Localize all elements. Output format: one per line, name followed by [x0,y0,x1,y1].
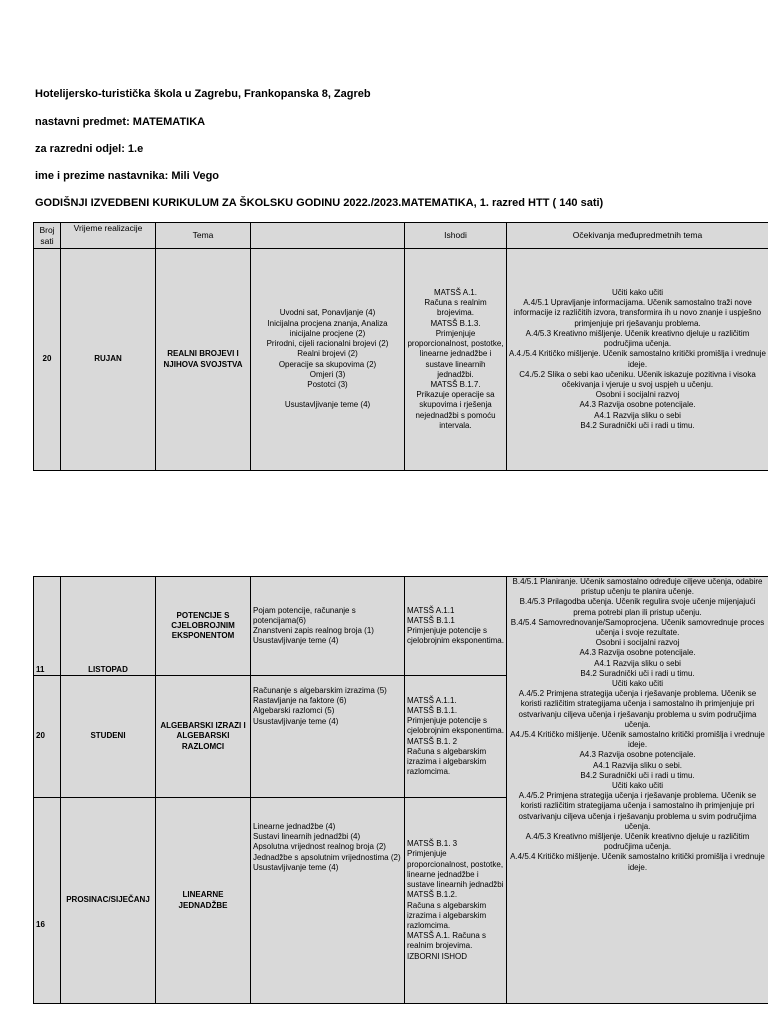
school-name: Hotelijersko-turistička škola u Zagrebu, Frankopanska 8, Zagreb [35,88,371,100]
period-cell: LISTOPAD [61,577,156,676]
crosscurricular-cell: B.4/5.1 Planiranje. Učenik samostalno određuje ciljeve učenja, odabire pristup učenju te planira učenje. B.4/5.3 Prilagodba učenja. Učenik regulira svoje učenje mijenjajući prema potrebi plan ili pristup učenju. B.4/5.4 Samovrednovanje/Samoprocjena. Učenik samovrednuje proces učenja i svoje rezultate. Osobni i socijalni razvoj A4.3 Razvija osobne potencijale. A4.1 Razvija sliku o sebi B4.2 Suradnički uči i radi u timu. Učiti kako učiti A.4/5.2 Primjena strategija učenja i rješavanje problema. Učenik se koristi različitim strategijama učenja i samostalno ih primjenjuje pri ostvarivanju ciljeva učenja i rješavanju problema u svim područjima učenja. A4./5.4 Kritičko mišljenje. Učenik samostalno kritički promišlja i vrednuje ideje. A4.3 Razvija osobne potencijale. A4.1 Razvija sliku o sebi. B4.2 Suradnički uči i radi u timu. Učiti kako učiti A.4/5.2 Primjena strategija učenja i rješavanje problema. Učenik se koristi različitim strategijama učenja i samostalno ih primjenjuje pri ostvarivanju ciljeva učenja i rješavanju problema u svim područjima učenja. A.4/5.3 Kreativno mišljenje. Učenik kreativno djeluje u različitim područjima učenja. A.4/5.4 Kritičko mišljenje. Učenik samostalno kritički promišlja i vrednuje ideje. [507,577,768,1004]
class-line: za razredni odjel: 1.e [35,143,144,155]
curriculum-table-2 [33,576,768,1004]
col-header-content [251,223,405,249]
col-header-hours: Broj sati [34,223,61,249]
hours-cell: 20 [34,249,61,471]
outcomes-cell: MATSŠ B.1. 3 Primjenjuje proporcionalnost, postotke, linearne jednadžbe i sustave linearnih jednadžbi MATSŠ B.1.2. Računa s algebarskim izrazima i algebarskim razlomcima. MATSŠ A.1. Računa s realnim brojevima. IZBORNI ISHOD [405,798,507,1004]
theme-cell: ALGEBARSKI IZRAZI I ALGEBARSKI RAZLOMCI [156,676,251,798]
curriculum-table-1 [33,222,768,471]
subject-line: nastavni predmet: MATEMATIKA [35,116,206,128]
hours-cell: 16 [34,798,61,1004]
content-cell: Pojam potencije, računanje s potencijama(6) Znanstveni zapis realnog broja (1) Usustavljivanje teme (4) [251,577,405,676]
period-cell: RUJAN [61,249,156,471]
col-header-crosscurricular: Očekivanja međupredmetnih tema [507,223,768,249]
outcomes-cell: MATSŠ A.1.1. MATSŠ B.1.1. Primjenjuje potencije s cjelobrojnim eksponentima. MATSŠ B.1. 2 Računa s algebarskim izrazima i algebarskim razlomcima. [405,676,507,798]
theme-cell: REALNI BROJEVI I NJIHOVA SVOJSTVA [156,249,251,471]
table-row [34,249,768,471]
curriculum-title: GODIŠNJI IZVEDBENI KURIKULUM ZA ŠKOLSKU GODINU 2022./2023.MATEMATIKA, 1. razred HTT ( 140 sati) [35,197,604,209]
col-header-outcomes: Ishodi [405,223,507,249]
table-row [34,577,768,676]
theme-cell: POTENCIJE S CJELOBROJNIM EKSPONENTOM [156,577,251,676]
teacher-line: ime i prezime nastavnika: Mili Vego [35,170,220,182]
table-header-row [34,223,768,249]
crosscurricular-cell: Učiti kako učiti A.4/5.1 Upravljanje informacijama. Učenik samostalno traži nove informacije iz različitih izvora, transformira ih u novo znanje i uspješno primjenjuje pri rješavanju problema. A.4/5.3 Kreativno mišljenje. Učenik kreativno djeluje u različitim područjima učenja. A.4./5.4 Kritičko mišljenje. Učenik samostalno kritički promišlja i vrednuje ideje. C4./5.2 Slika o sebi kao učeniku. Učenik iskazuje pozitivna i visoka očekivanja i vjeruje u svoj uspjeh u učenju. Osobni i socijalni razvoj A4.3 Razvija osobne potencijale. A4.1 Razvija sliku o sebi B4.2 Suradnički uči i radi u timu. [507,249,768,471]
col-header-theme: Tema [156,223,251,249]
content-cell: Računanje s algebarskim izrazima (5) Rastavljanje na faktore (6) Algebarski razlomci (5) Usustavljivanje teme (4) [251,676,405,798]
hours-cell: 11 [34,577,61,676]
content-cell: Linearne jednadžbe (4) Sustavi linearnih jednadžbi (4) Apsolutna vrijednost realnog broja (2) Jednadžbe s apsolutnim vrijednostima (2) Usustavljivanje teme (4) [251,798,405,1004]
outcomes-cell: MATSŠ A.1. Računa s realnim brojevima. MATSŠ B.1.3. Primjenjuje proporcionalnost, postotke, linearne jednadžbe i sustave linearnih jednadžbi. MATSŠ B.1.7. Prikazuje operacije sa skupovima i rješenja nejednadžbi s pomoću intervala. [405,249,507,471]
outcomes-cell: MATSŠ A.1.1 MATSŠ B.1.1 Primjenjuje potencije s cjelobrojnim eksponentima. [405,577,507,676]
col-header-period: Vrijeme realizacije [61,223,156,249]
period-cell: PROSINAC/SIJEČANJ [61,798,156,1004]
content-cell: Uvodni sat, Ponavljanje (4) Inicijalna procjena znanja, Analiza inicijalne procjene (2) Prirodni, cijeli racionalni brojevi (2) Realni brojevi (2) Operacije sa skupovima (2) Omjeri (3) Postotci (3) Usustavljivanje teme (4) [251,249,405,471]
period-cell: STUDENI [61,676,156,798]
hours-cell: 20 [34,676,61,798]
theme-cell: LINEARNE JEDNADŽBE [156,798,251,1004]
